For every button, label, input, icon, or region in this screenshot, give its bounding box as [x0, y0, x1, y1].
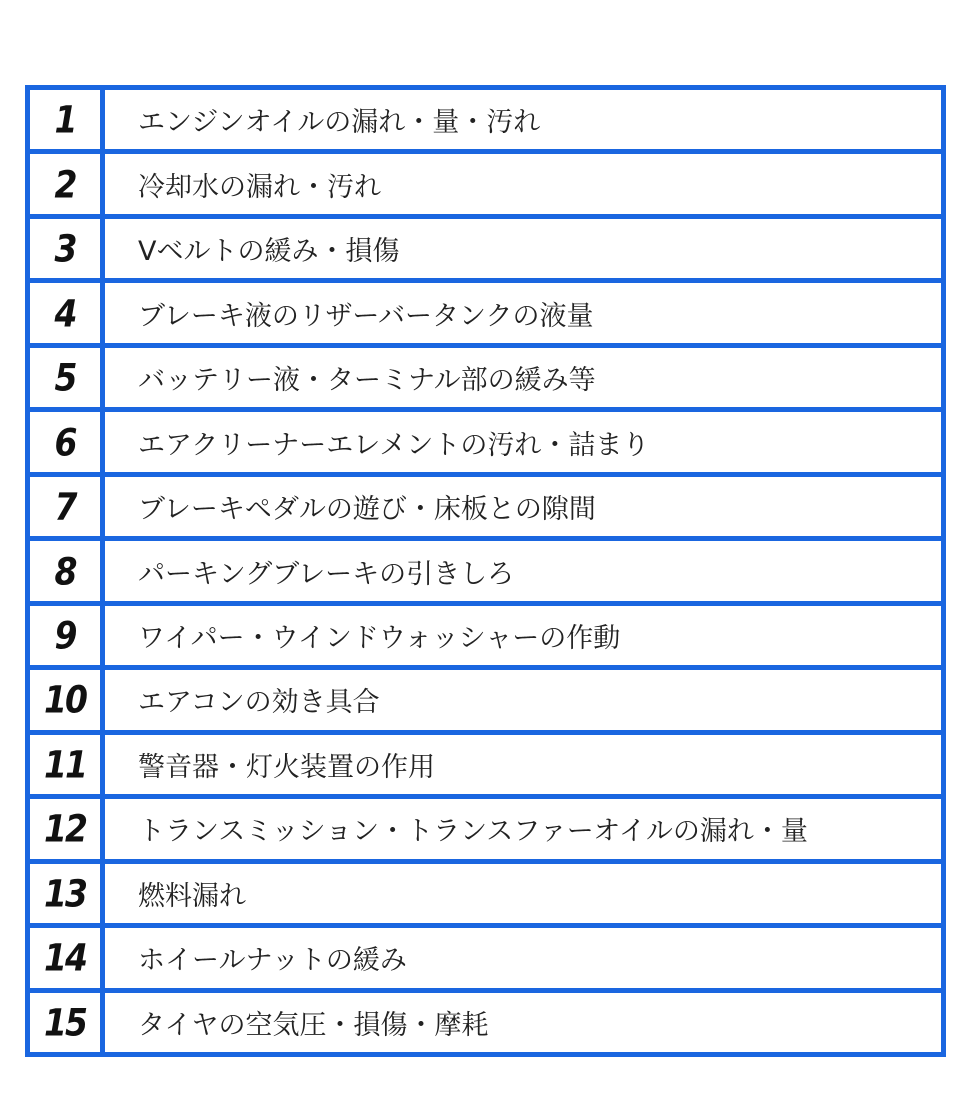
check-item-text: バッテリー液・ターミナル部の緩み等 [138, 365, 596, 397]
row-number-cell [30, 670, 100, 729]
check-item-text: ホイールナットの緩み [138, 945, 407, 977]
row-number-cell [30, 283, 100, 342]
check-item-text: エンジンオイルの漏れ・量・汚れ [138, 107, 541, 139]
row-text-cell [105, 928, 941, 987]
row-number-cell [30, 928, 100, 987]
checklist-row-9 [30, 606, 941, 665]
row-number-cell [30, 735, 100, 794]
row-number: 10 [44, 678, 86, 722]
check-item-text: トランスミッション・トランスファーオイルの漏れ・量 [138, 816, 808, 848]
row-text-cell [105, 670, 941, 729]
row-number-cell [30, 993, 100, 1052]
row-number: 6 [54, 420, 76, 464]
checklist-row-5 [30, 348, 941, 407]
checklist-row-13 [30, 864, 941, 923]
row-number: 4 [54, 291, 76, 335]
row-text-cell [105, 348, 941, 407]
row-number: 11 [44, 742, 86, 787]
row-number-cell [30, 348, 100, 407]
checklist-row-1 [30, 90, 941, 149]
row-number-cell [30, 606, 100, 665]
row-text-cell [105, 541, 941, 600]
row-number-cell [30, 864, 100, 923]
row-text-cell [105, 799, 941, 858]
row-number: 15 [44, 1000, 86, 1045]
check-item-text: ブレーキペダルの遊び・床板との隙間 [138, 494, 596, 526]
row-text-cell [105, 606, 941, 665]
check-item-text: ワイパー・ウインドウォッシャーの作動 [138, 622, 621, 654]
row-text-cell [105, 993, 941, 1052]
row-text-cell [105, 864, 941, 923]
row-number-cell [30, 219, 100, 278]
check-item-text: Vベルトの緩み・損傷 [138, 236, 400, 268]
check-item-text: タイヤの空気圧・損傷・摩耗 [138, 1009, 489, 1041]
checklist-row-3 [30, 219, 941, 278]
row-text-cell [105, 154, 941, 213]
row-number: 13 [44, 871, 86, 916]
checklist-row-14 [30, 928, 941, 987]
row-number: 1 [54, 97, 76, 142]
checklist-row-8 [30, 541, 941, 600]
row-number: 14 [44, 935, 86, 980]
check-item-text: エアクリーナーエレメントの汚れ・詰まり [138, 429, 650, 461]
row-number: 8 [54, 549, 76, 593]
check-item-text: エアコンの効き具合 [138, 687, 380, 719]
row-number-cell [30, 412, 100, 471]
check-item-text: パーキングブレーキの引きしろ [138, 558, 515, 590]
row-text-cell [105, 477, 941, 536]
checklist-row-12 [30, 799, 941, 858]
row-number: 7 [54, 484, 76, 529]
row-number-cell [30, 477, 100, 536]
row-number-cell [30, 541, 100, 600]
checklist-row-7 [30, 477, 941, 536]
row-number-cell [30, 154, 100, 213]
check-item-text: 警音器・灯火装置の作用 [138, 751, 435, 783]
checklist-row-10 [30, 670, 941, 729]
check-item-text: 燃料漏れ [138, 880, 246, 912]
checklist-row-11 [30, 735, 941, 794]
check-item-text: 冷却水の漏れ・汚れ [138, 171, 381, 203]
row-text-cell [105, 412, 941, 471]
row-number: 2 [54, 162, 76, 207]
row-number-cell [30, 799, 100, 858]
row-number: 9 [54, 613, 76, 658]
inspection-checklist-table [25, 85, 946, 1057]
row-number: 12 [44, 807, 86, 851]
row-text-cell [105, 90, 941, 149]
row-number: 3 [54, 226, 76, 271]
checklist-row-6 [30, 412, 941, 471]
checklist-row-15 [30, 993, 941, 1052]
checklist-row-4 [30, 283, 941, 342]
row-number-cell [30, 90, 100, 149]
row-text-cell [105, 219, 941, 278]
row-text-cell [105, 283, 941, 342]
check-item-text: ブレーキ液のリザーバータンクの液量 [138, 300, 594, 332]
checklist-row-2 [30, 154, 941, 213]
row-number: 5 [54, 355, 76, 400]
row-text-cell [105, 735, 941, 794]
